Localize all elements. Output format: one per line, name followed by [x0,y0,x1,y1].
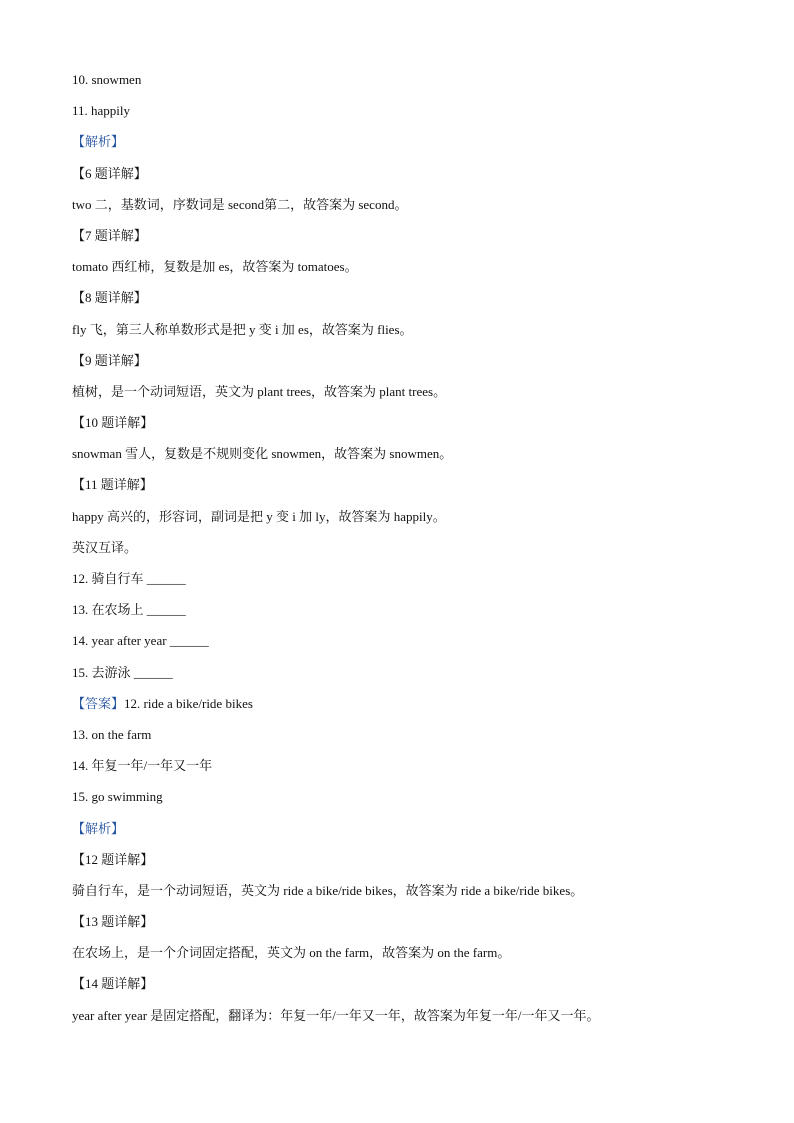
detail-heading-11: 【11 题详解】 [72,477,153,493]
answer-line-13: 13. on the farm [72,726,152,742]
detail-text-9: 植树，是一个动词短语，英文为 plant trees，故答案为 plant trees。 [72,383,447,399]
answer-line-15: 15. go swimming [72,789,163,805]
detail-heading-6: 【6 题详解】 [72,165,147,181]
detail-heading-8: 【8 题详解】 [72,290,147,306]
answer-line-10: 10. snowmen [72,72,142,87]
detail-heading-13: 【13 题详解】 [72,914,154,930]
analysis-label-2: 【解析】 [72,820,125,836]
question-15: 15. 去游泳 ______ [72,664,173,680]
question-14: 14. year after year ______ [72,633,209,649]
detail-heading-10: 【10 题详解】 [72,415,154,431]
detail-text-14: year after year 是固定搭配，翻译为：年复一年/一年又一年，故答案为年复一年/一年又一年。 [72,1007,600,1023]
detail-text-10: snowman 雪人，复数是不规则变化 snowmen，故答案为 snowmen。 [72,446,453,462]
answer-line-11: 11. happily [72,103,131,119]
answer-line-14: 14. 年复一年/一年又一年 [72,758,213,774]
detail-heading-12: 【12 题详解】 [72,851,154,867]
detail-heading-9: 【9 题详解】 [72,352,147,368]
detail-text-12: 骑自行车，是一个动词短语，英文为 ride a bike/ride bikes，故答案为 ride a bike/ride bikes。 [72,882,584,898]
detail-text-6: two 二，基数词，序数词是 second第二，故答案为 second。 [72,196,408,212]
detail-text-13: 在农场上，是一个介词固定搭配，英文为 on the farm，故答案为 on the farm。 [72,945,511,961]
document-page [72,64,722,1031]
analysis-label: 【解析】 [72,134,125,150]
detail-text-11: happy 高兴的，形容词，副词是把 y 变 i 加 ly，故答案为 happily。 [72,508,446,524]
answer-text-12: 12. ride a bike/ride bikes [124,695,253,711]
detail-heading-14: 【14 题详解】 [72,976,154,992]
detail-text-7: tomato 西红柿，复数是加 es，故答案为 tomatoes。 [72,259,358,275]
detail-heading-7: 【7 题详解】 [72,227,147,243]
question-12: 12. 骑自行车 ______ [72,571,186,586]
question-13: 13. 在农场上 ______ [72,602,186,618]
answer-label: 【答案】 [72,695,125,711]
answer-line-12 [72,688,722,719]
section-instruction: 英汉互译。 [72,539,138,555]
detail-text-8: fly 飞，第三人称单数形式是把 y 变 i 加 es，故答案为 flies。 [72,321,413,337]
